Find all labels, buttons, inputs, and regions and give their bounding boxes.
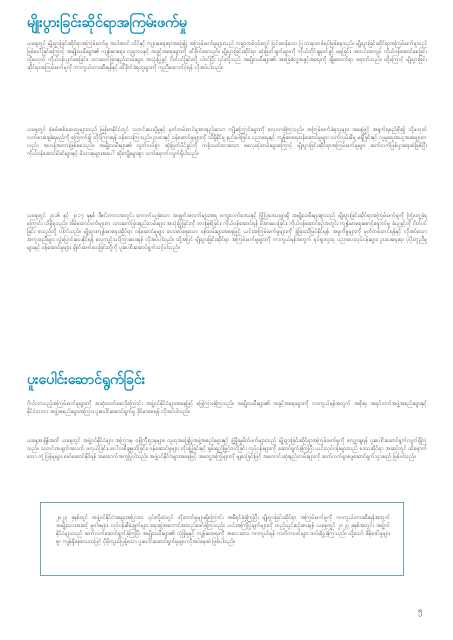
- body-paragraph: ယနေ့တွင် ၂၀၁၆ နှင့် ၂၀၁၇ ခုနှစ် ဒီဇင်ဘာလအတွင်း ကောက်ယူခဲ့သော အချက်အလက်များအရ ကျေးလက်ဒေသနှင့် မြို့ပြဒေသများရှိ အမျိုးသမီးများစွာသည် မျိုးပွားခြင်းဆိုင်ရာအကြမ်းဖက်မှုကို ကြုံတွေ့ခဲ့ရကြောင်း သိရှိရသည်။ အိမ်ထောင်ဖက်များက သားဆက်ခြားနည်းလမ်းများ အသုံးပြုခြင်းကို တားမြစ်ခြင်း၊ ကိုယ်ဝန်ဆောင်ရန် ဖိအားပေးခြင်း၊ ကိုယ်ဝန်ဆောင်စဉ်အတွင်း ကျန်းမာရေးစောင့်ရှောက်မှု ခံယူခွင့်ကို ပိတ်ပင်ခြင်း စသည်တို့ ပါဝင်သည်။ မျိုးပွားကျန်းမာရေးဆိုင်ရာ ဝန်ဆောင်မှုများ ပေးအပ်နေသော ဝန်ထမ်းများအနေဖြင့် ယင်းအကြမ်းဖက်မှုများကို ခွဲခြားသိမြင်နိုင်ရန်၊ အမှုကိစ္စများကို မှတ်တမ်းတင်ရန်နှင့် လိုအပ်သော အကူအညီများ လွှဲပြောင်းပေးနိုင်ရန် လေ့ကျင့်သင်ကြားပေးရန် လိုအပ်ပါသည်။ ထို့အပြင် မျိုးပွားခြင်းဆိုင်ရာ အကြမ်းဖက်မှုများကို ကာကွယ်ရန်အတွက် ရပ်ရွာလူထု ပညာပေးလုပ်ငန်းများ၊ ဥပဒေရေးရာ ပံ့ပိုးကူညီမှုများနှင့် ဝန်ဆောင်မှုများ ချိတ်ဆက်ပေးခြင်းတို့ကို ပူးပေါင်းဆောင်ရွက်သင့်ပါသည်။: [27, 213, 427, 252]
- section-heading-reproductive-violence: မျိုးပွားခြင်းဆိုင်ရာအကြမ်းဖက်မှု: [27, 15, 187, 31]
- body-paragraph: ယနေ့အချိန်အထိ ယနေ့တွင် အဖွဲ့ဝင်နိုင်ငံများ အကြားမှ ဝန်ကြီးဌာနများ၊ လူထုအခြေပြုအဖွဲ့အစည်းများနှင့် ဖွံ့ဖြိုးမှုမိတ်ဖက်များသည် မျိုးပွားခြင်းဆိုင်ရာအကြမ်းဖက်မှုကို လျှော့ချရန် ပူးပေါင်းဆောင်ရွက်လျက်ရှိကြသည်။ သတင်းအချက်အလက် ဖလှယ်ခြင်း၊ ပေါ်လစီချမှတ်ခြင်း၊ ဝန်ဆောင်မှုများ တိုးချဲ့ခြင်းနှင့် စွမ်းရည်မြှင့်တင်ခြင်း လုပ်ငန်းများကို ဆောင်ရွက်ခဲ့ကြပြီး ယင်းလုပ်ငန်းများသည် ဒေသဆိုင်ရာ အဆင့်တွင် ထိရောက်သော တုံ့ပြန်မှုများ ဖော်ဆောင်နိုင်ရန် အထောက်အကူပြုပါသည်။ အဖွဲ့ဝင်နိုင်ငံများအနေဖြင့် အတွေ့အကြုံများကို မျှဝေခြင်းဖြင့် အကောင်းဆုံးနည်းလမ်းများကို ဆက်လက်ရှာဖွေဆောင်ရွက်သွားမည် ဖြစ်ပါသည်။: [27, 438, 427, 461]
- body-paragraph: ယနေ့တွင် စုံစမ်းစစ်ဆေးသူများသည် မြန်မာနိုင်ငံတွင် သတင်းပေးပို့မှုနှင့် မှတ်တမ်းတင်မှုအားနည်းသော ကျိုးကြောင်းများကို လေ့လာခဲ့ကြသည်။ အကြမ်းဖက်ခံရသူများ အနေဖြင့် အရှက်ရမည်စိုး၍ သို့မဟုတ် လက်စားချေခံရမည်ကို ကြောက်၍ တိုင်ကြားရန် ဝန်လေးကြသည်။ ဥပဒေနှင့် ဝန်ဆောင်မှုများကို သိရှိနိုင်မှု နည်းပါးခြင်း၊ ပညာရေးနှင့် ကျန်းမာရေးဝန်ဆောင်မှုများ လက်လှမ်းမီမှု မရှိခြင်းနှင့် လူမှုရေးအယူအဆများကလည်း အဟန့်အတားဖြစ်စေသည်။ အမျိုးသမီးများ၏ လွတ်လပ်စွာ ဆုံးဖြတ်ပိုင်ခွင့်ကို ကန့်သတ်ထားသော ဓလေ့ထုံးတမ်းများကြောင့် မျိုးပွားခြင်းဆိုင်ရာအကြမ်းဖက်မှုများ ဆက်လက်ဖြစ်ပွားနေဆဲဖြစ်ပြီး ကိုယ်ဝန်ဆောင်မိခင်များနှင့် မိသားစုများအပေါ် ဆိုးကျိုးများစွာ သက်ရောက်လျက်ရှိပါသည်။: [27, 127, 427, 158]
- callout-box: [40, 502, 404, 576]
- callout-text: ၂၀၂၃ ခုနှစ်တွင် အဖွဲ့ဝင်နိုင်ငံအများအပြားက ၎င်းတို့ထံတွင် တိုးတက်မှုများရှိကြောင်း အစီရင်ခံခဲ့ကြပြီး မျိုးပွားခြင်းဆိုင်ရာ အကြမ်းဖက်မှုကို ကာကွယ်တားဆီးရန်အတွက် အမျိုးသားအဆင့် မူဝါဒများ၊ လုပ်ငန်းစီမံချက်များ ရေးဆွဲအကောင်အထည်ဖော်ခဲ့ကြသည်။ ယင်းအကြံပြုချက်များကို ထည့်သွင်းစဉ်းစားရန် ယနေ့တွင် ၂၀၂၃ ခုနှစ်အတွင်း အဖွဲ့ဝင်နိုင်ငံများသည် ဆက်လက်ဆောင်ရွက်ခဲ့ကြပြီး အမျိုးသမီးများ၏ လုံခြုံမှုနှင့် ကျန်းမာရေးကို အလေးထား ကာကွယ်ရန် ကတိကဝတ်များ ထပ်မံပြုခဲ့ကြသည်။ သို့သော် စိန်ခေါ်မှုများစွာ ကျန်ရှိနေသေးသဖြင့် ပိုမိုကျယ်ပြန့်သော ပူးပေါင်းဆောင်ရွက်မှုများ လိုအပ်နေဆဲ ဖြစ်ပါသည်။: [56, 515, 390, 546]
- page-number: ၅: [418, 606, 423, 615]
- section-heading-collaboration: ပူးပေါင်းဆောင်ရွက်ခြင်း: [27, 372, 146, 388]
- body-paragraph: ယနေ့တွင် မျိုးပွားခြင်းဆိုင်ရာအကြမ်းဖက်မှု အပါအဝင် လိင်နှင့် ကျားမရေးရာအခြေပြု အကြမ်းဖက်မှုများသည် ကမ္ဘာတစ်ဝှမ်းတွင် ပြင်းထန်သော ပြဿနာတစ်ရပ်ဖြစ်နေသည်။ မျိုးပွားခြင်းဆိုင်ရာအကြမ်းဖက်မှုသည် ဖြစ်ပေါ်ခြင်းကြောင့် အမျိုးသမီးများ၏ ကျန်းမာရေး၊ လူမှုဘဝနှင့် အခွင့်အရေးများကို ထိခိုက်စေသည်။ မျိုးပွားခြင်းဆိုင်ရာ ဆုံးဖြတ်ချက်များကို ကိုယ်တိုင်ချမှတ်ခွင့် မရခြင်း၊ အတင်းအကျပ် ကိုယ်ဝန်ဆောင်စေခြင်း သို့မဟုတ် ကိုယ်ဝန်ပျက်စေခြင်း၊ သားဆက်ခြားနည်းလမ်းများ အသုံးပြုခွင့် ပိတ်ပင်ခြင်းတို့ ပါဝင်ပြီး ၎င်းတို့သည် အမျိုးသမီးများ၏ အခြေခံလူ့အခွင့်အရေးကို ချိုးဖောက်ရာ ရောက်သည်။ ထို့ကြောင့် မျိုးပွားခြင်းဆိုင်ရာအကြမ်းဖက်မှုကို ကာကွယ်တားဆီးရန်နှင့် ထိခိုက်ခံရသူများကို ကူညီထောက်ပံ့ရန် လိုအပ်ပါသည်။: [27, 41, 427, 72]
- body-paragraph: ဂိုလ်လာသည့်အကြမ်းဖက်မှုများကို အဆုံးသတ်စေလိုကြောင်း အဖွဲ့ဝင်နိုင်ငံများအနေဖြင့် ဖြေကြားခဲ့ကြသည်။ အမျိုးသမီးများ၏ အခွင့်အရေးများကို ကာကွယ်ရန်အတွက် အစိုးရ၊ အရပ်ဘက်အဖွဲ့အစည်းများနှင့် နိုင်ငံတကာ အဖွဲ့အစည်းများအကြား ပူးပေါင်းဆောင်ရွက်မှု ခိုင်မာစေရန် လိုအပ်ပါသည်။: [27, 401, 427, 416]
